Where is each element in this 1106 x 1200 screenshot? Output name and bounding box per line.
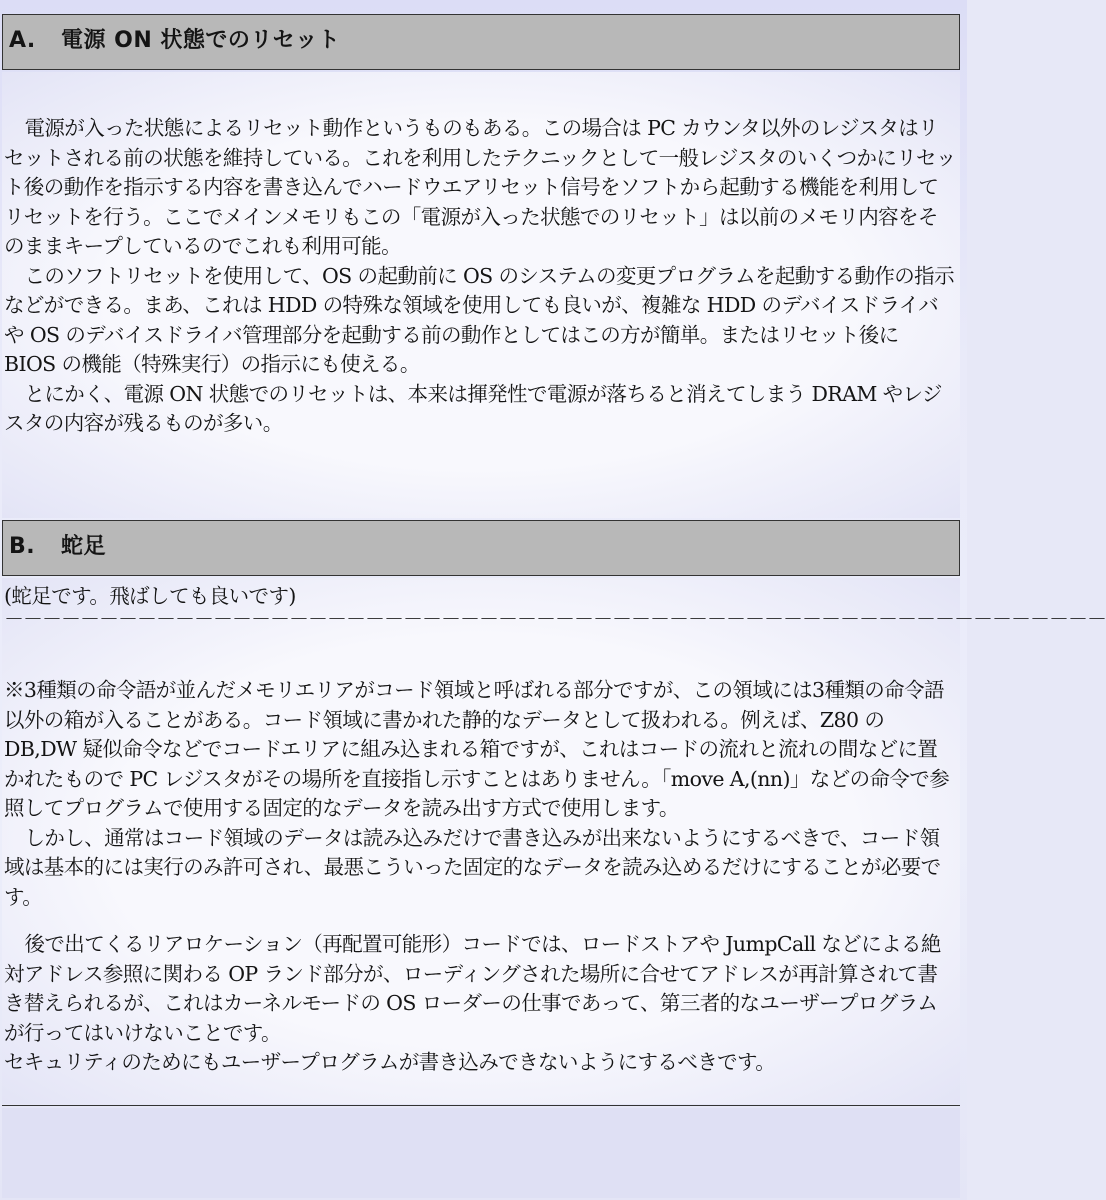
section-b-body-2 [4, 930, 956, 1078]
section-a-header [2, 14, 960, 70]
bottom-divider [2, 1105, 960, 1106]
section-b-separator: －－－－－－－－－－－－－－－－－－－－－－－－－－－－－－－－－－－－－－－－－－－－－－－－－－－－－－－－－－ [4, 607, 1106, 631]
section-b-number: B. [9, 534, 36, 559]
section-b-paragraph-4: セキュリティのためにもユーザープログラムが書き込みできないようにするべきです。 [4, 1050, 776, 1074]
section-b-note: (蛇足です。飛ばしても良いです) [4, 584, 296, 608]
section-a-paragraph-3: とにかく、電源 ON 状態でのリセットは、本来は揮発性で電源が落ちると消えてしまう DRAM やレジスタの内容が残るものが多い。 [4, 381, 942, 435]
section-b-body [4, 676, 956, 912]
section-b-header [2, 520, 960, 576]
section-b-title: 蛇足 [61, 534, 107, 559]
footer-background [2, 1108, 960, 1198]
section-a-paragraph-2: このソフトリセットを使用して、OS の起動前に OS のシステムの変更プログラムを起動する動作の指示などができる。まあ、これは HDD の特殊な領域を使用しても良いが、複雑な HDD のデバイスドライバや OS のデバイスドライバ管理部分を起動する前の動作としてはこの方が簡単。またはリセット後に BIOS の機能（特殊実行）の指示にも使える。 [4, 263, 954, 376]
section-b-paragraph-3: 後で出てくるリアロケーション（再配置可能形）コードでは、ロードストアや JumpCall などによる絶対アドレス参照に関わる OP ランド部分が、ローディングされた場所に合せてアドレスが再計算されて書き替えられるが、これはカーネルモードの OS ローダーの仕事であって、第三者的なユーザープログラムが行ってはいけないことです。 [4, 932, 941, 1045]
section-b-paragraph-1: ※3種類の命令語が並んだメモリエリアがコード領域と呼ばれる部分ですが、この領域には3種類の命令語以外の箱が入ることがある。コード領域に書かれた静的なデータとして扱われる。例えば、Z80 の DB,DW 疑似命令などでコードエリアに組み込まれる箱ですが、これはコードの流れと流れの間などに置かれたもので PC レジスタがその場所を直接指し示すことはありません。「move A,(nn)」などの命令で参照してプログラムで使用する固定的なデータを読み出す方式で使用します。 [4, 678, 950, 820]
section-a-title: 電源 ON 状態でのリセット [61, 28, 341, 53]
section-b-paragraph-2: しかし、通常はコード領域のデータは読み込みだけで書き込みが出来ないようにするべきで、コード領域は基本的には実行のみ許可され、最悪こういった固定的なデータを読み込めるだけにすることが必要です。 [4, 825, 941, 909]
section-a-paragraph-1: 電源が入った状態によるリセット動作というものもある。この場合は PC カウンタ以外のレジスタはリセットされる前の状態を維持している。これを利用したテクニックとして一般レジスタのいくつかにリセット後の動作を指示する内容を書き込んでハードウエアリセット信号をソフトから起動する機能を利用してリセットを行う。ここでメインメモリもこの「電源が入った状態でのリセット」は以前のメモリ内容をそのままキープしているのでこれも利用可能。 [4, 116, 956, 258]
section-a-body [4, 114, 956, 439]
section-a-number: A. [9, 28, 36, 53]
